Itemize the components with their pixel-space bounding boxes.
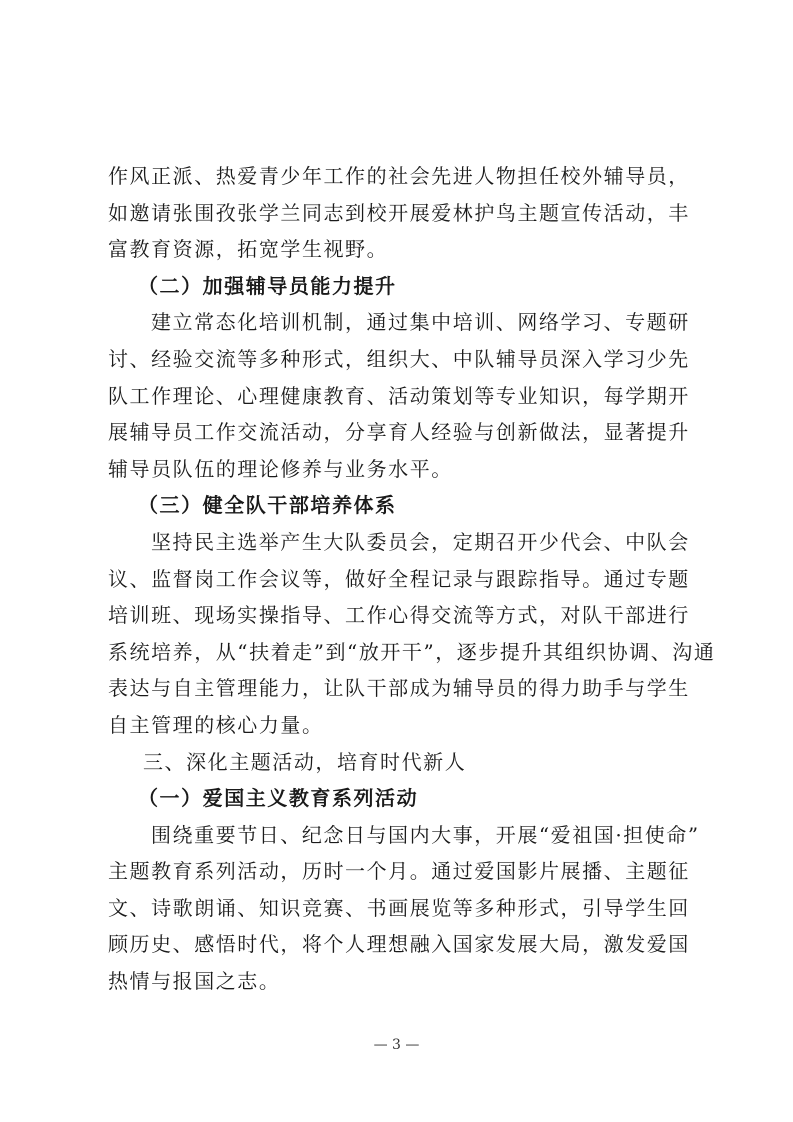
- paragraph: [108, 817, 714, 1000]
- page-number: — 3 —: [373, 1037, 420, 1053]
- text-line: 讨、经验交流等多种形式，组织大、中队辅导员深入学习少先: [108, 346, 690, 371]
- text-line: 三、深化主题活动，培育时代新人: [143, 749, 467, 774]
- paragraph: [108, 158, 714, 268]
- text-line: 主题教育系列活动，历时一个月。通过爱国影片展播、主题征: [108, 859, 690, 884]
- text-line: 表达与自主管理能力，让队干部成为辅导员的得力助手与学生: [108, 676, 690, 701]
- text-line: 队工作理论、心理健康教育、活动策划等专业知识，每学期开: [108, 383, 690, 408]
- text-line: 顾历史、感悟时代，将个人理想融入国家发展大局，激发爱国: [108, 932, 690, 957]
- text-line: 热情与报国之志。: [108, 969, 281, 994]
- text-line: 辅导员队伍的理论修养与业务水平。: [108, 456, 453, 481]
- document-body: [108, 158, 714, 1000]
- text-line: 围绕重要节日、纪念日与国内大事，开展“爱祖国·担使命”: [151, 822, 700, 847]
- subsection-heading: [108, 780, 714, 817]
- text-line: 作风正派、热爱青少年工作的社会先进人物担任校外辅导员，: [108, 164, 690, 188]
- text-line: 议、监督岗工作会议等，做好全程记录与跟踪指导。通过专题: [108, 566, 690, 591]
- text-line: 坚持民主选举产生大队委员会，定期召开少代会、中队会: [151, 529, 690, 554]
- text-line: （二）加强辅导员能力提升: [138, 273, 397, 298]
- text-line: 文、诗歌朗诵、知识竞赛、书画展览等多种形式，引导学生回: [108, 895, 690, 920]
- text-line: 培训班、现场实操指导、工作心得交流等方式，对队干部进行: [108, 603, 690, 628]
- subsection-heading: [108, 487, 714, 524]
- text-line: （一）爱国主义教育系列活动: [138, 786, 419, 811]
- paragraph: [108, 524, 714, 744]
- text-line: 自主管理的核心力量。: [108, 712, 324, 737]
- text-line: 如邀请张围孜张学兰同志到校开展爱林护鸟主题宣传活动，丰: [108, 200, 690, 225]
- text-line: 建立常态化培训机制，通过集中培训、网络学习、专题研: [151, 310, 690, 335]
- text-line: 展辅导员工作交流活动，分享育人经验与创新做法，显著提升: [108, 420, 690, 445]
- text-line: （三）健全队干部培养体系: [138, 493, 397, 518]
- text-line: 系统培养，从“扶着走”到“放开干”，逐步提升其组织协调、沟通: [108, 639, 716, 664]
- section-heading: [108, 744, 714, 781]
- text-line: 富教育资源，拓宽学生视野。: [108, 237, 389, 262]
- paragraph: [108, 304, 714, 487]
- subsection-heading: [108, 268, 714, 305]
